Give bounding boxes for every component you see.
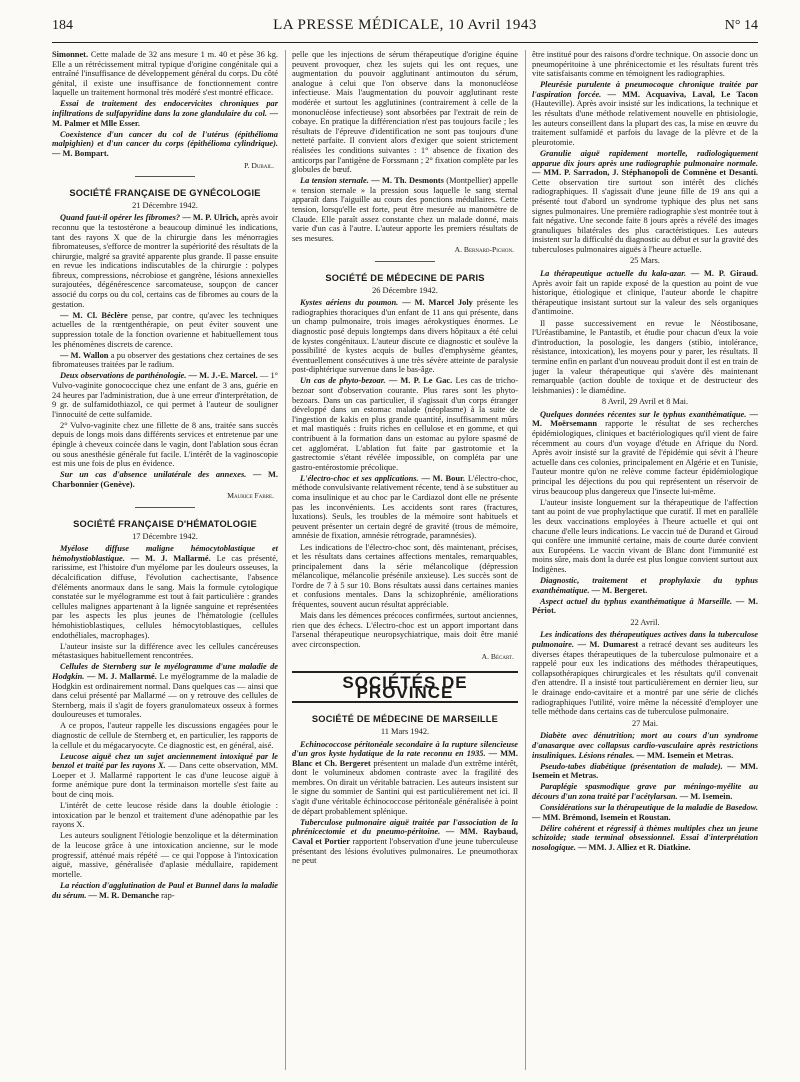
column-2 [292, 50, 518, 1070]
communication: Paraplégie spasmodique grave par méningo-myélite au décours d'un zona traité par l'acétylarsan. — M. Isemein. [532, 782, 758, 801]
communication: Les indications des thérapeutiques actives dans la tuberculose pulmonaire. — M. Dumarest a retracé devant ses auditeurs les diverses étapes thérapeutiques de la tuberculose pulmonaire et a rappelé pour eux les indications des méthodes thérapeutiques, collapsothérapiques chirurgicales et les résultats qu'il convenait d'en attendre. Il a insisté tout particulièrement en dernier lieu, sur le drainage endo-cavitaire et a montré par une série de clichés radiographiques l'utilité, voire même la nécessité d'employer une telle méthode dans certains cas de tuberculose pulmonaire. [532, 630, 758, 717]
paragraph: Il passe successivement en revue le Néostibosane, l'Uréastibamine, le Pantastib, et étudie pour chacun d'eux la voie d'introduction, la posologie, les dangers (stibio, intolérance, résistance, intoxication), les moyens pour y parer, les résultats. Il termine enfin en parlant d'un nouveau produit dont il est en train de juger la valeur thérapeutique qui s'avère dès maintenant remarquable (action double de toxique et de destructeur des leishmanies) : le diamédine. [532, 318, 758, 395]
session-date: 25 Mars. [630, 256, 660, 266]
signature: A. Bécart. [481, 651, 514, 661]
paragraph: Les auteurs soulignent l'étiologie benzolique et la détermination de la leucose grâce à une intoxication ancienne, sur le mode progressif, atténué mais répété — ce qui l'oppose à l'intoxication aiguë, massive, généralisée d'aplasie médullaire, rapidement mortelle. [52, 831, 278, 879]
communication: Un cas de phyto-bezoar. — M. P. Le Gac. Les cas de tricho-bezoar sont d'observation courante. Plus rares sont les phyto-bezoars. Dans un cas particulier, il s'agissait d'un corps étranger développé dans un estomac malade (néoplasme) à la suite de l'ingestion de kakis en plus grande quantité, insuffisamment mûrs et mal mastiqués : fruits riches en cellulose et en gomme, et qui contribuent à la formation dans un estomac au pylore spasmé de cet agglomérat. L'ablation fut faite par gastrotomie et la gastrectomie s'étant révélée impossible, on compléta par une gastro-entérostomie précolique. [292, 376, 518, 472]
communication: Quelques données récentes sur le typhus exanthématique. — M. Moërsemann rapporte le résultat de ses recherches épidémiologiques, cliniques et bactériologiques qu'il vient de faire récemment au cours d'un voyage d'étude en Afrique du Nord. Après avoir insisté sur la gravité de l'épidémie qui sévit à l'heure actuelle dans ces colonies, principalement en Algérie et en Tunisie, l'auteur montre qu'on ne relève comme facteur épidémiologique principal les déjections du pou qui représentent un réservoir de virus beaucoup plus dangereux que l'insecte lui-même. [532, 409, 758, 496]
section-heading: SOCIÉTÉ FRANÇAISE D'HÉMATOLOGIE [73, 519, 257, 530]
paragraph: Simonnet. Cette malade de 32 ans mesure 1 m. 40 et pèse 36 kg. Elle a un rétrécissement mitral typique d'origine congénitale qui a entraîné l'insuffisance de développement général du corps. Du côté génital, il existe une insuffisance de fonctionnement contre laquelle un traitement hormonal très modéré s'est montré efficace. [52, 50, 278, 98]
major-section-banner: SOCIÉTÉS DE PROVINCE [292, 671, 518, 703]
communication: Tuberculose pulmonaire aiguë traitée par l'association de la phrénicectomie et du pneumo-péritoine. — MM. Raybaud, Caval et Portier rapportent l'observation d'une jeune tuberculeuse présentant des lésions évolutives pulmonaires. Le pneumothorax ne peut [292, 817, 518, 866]
communication: L'électro-choc et ses applications. — M. Bour. L'électro-choc, méthode convulsivante relativement récente, tend à se substituer au coma insulinique et au choc par le Cardiazol dont elle ne présente pas les inconvénients. Les accidents sont rares (fractures, luxations). Seuls, les troubles de la mémoire sont habituels et peuvent présenter un certain degré de gravité (trous de mémoire, amnésie de fixation, amnésie rétrograde, paramnésies). [292, 473, 518, 541]
separator [375, 261, 435, 262]
journal-title: LA PRESSE MÉDICALE, 10 Avril 1943 [273, 17, 537, 33]
communication: Essai de traitement des endocervicites chroniques par infiltrations de sulfapyridine dans la zone glandulaire du col. — M. Palmer et Mlle Esser. [52, 99, 278, 128]
communication: La tension sternale. — M. Th. Desmonts (Montpellier) appelle « tension sternale » la pression sous laquelle le sang sternal apparaît dans l'aiguille au cours des ponctions médullaires. Cette tension, lorsqu'elle est forte, peut être mesurée au manomètre de Claude. Elle paraît assez constante chez un malade donné, mais varie d'un cas à l'autre. L'auteur apporte les premiers résultats de ses mesures. [292, 176, 518, 243]
session-date: 11 Mars 1942. [380, 726, 430, 736]
communication: Deux observations de parthénologie. — M. J.-E. Marcel. — 1° Vulvo-vaginite gonococcique chez une enfant de 3 ans, guérie en 24 heures par l'administration, due à une erreur d'interprétation, de 9 gr. de sulfamidothiazol, ce qui permet à l'auteur de souligner l'innocuité de cette sulfamide. [52, 371, 278, 419]
section-heading: SOCIÉTÉ FRANÇAISE DE GYNÉCOLOGIE [69, 188, 261, 199]
paragraph: Mais dans les démences précoces confirmées, surtout anciennes, rien que des échecs. L'électro-choc est un apport important dans l'arsenal thérapeutique neuropsychiatrique, mais doit être manié avec circonspection. [292, 611, 518, 649]
communication: Considérations sur la thérapeutique de la maladie de Basedow. — MM. Brémond, Isemein et Roustan. [532, 803, 758, 822]
communication: Diagnostic, traitement et prophylaxie du typhus exanthématique. — M. Bergeret. [532, 575, 758, 595]
communication: Myélose diffuse maligne hémocytoblastique et hémohystioblastique. — M. J. Mallarmé. Le cas présenté, rarissime, est l'histoire d'un myélome par les douleurs osseuses, la décalcification diffuse, l'évolution cachectisante, l'absence d'éléments anormaux dans le sang. Mais la formule cytologique constatée sur le myélogramme est tout à fait particulière : grandes cellules malignes appartenant à la lignée sanguine et représentées par les aspects les plus jeunes de l'hématologie (cellules hémohistioblastiques, cellules hémocytoblastiques, cellules endothéliales, macrophages). [52, 544, 278, 640]
paragraph: 2° Vulvo-vaginite chez une fillette de 8 ans, traitée sans succès depuis de longs mois dans différents services et entretenue par une épingle à cheveux coincée dans le vagin, dont l'ablation sous écran ou sous anesthésie générale fut facile. L'intérêt de la vaginoscopie est mis une fois de plus en évidence. [52, 420, 278, 469]
session-date: 17 Décembre 1942. [132, 531, 198, 541]
issue-number: N° 14 [724, 18, 758, 33]
communication: Délire cohérent et régressif à thèmes multiples chez un jeune schizoïde; stade terminal obsessionnel. Essai d'interprétation nosologique. — MM. J. Alliez et R. Diatkine. [532, 823, 758, 852]
paragraph: Les indications de l'électro-choc sont, dès maintenant, précises, et les résultats dans certaines affections mentales, remarquables, principalement dans la série mélancolique (dépression mélancolique, mélancolie présénile anxieuse). Les succès sont de l'ordre de 7 à 5 sur 10. Bons résultats aussi dans certaines manies et confusions mentales. Dans la schizophrénie, améliorations fréquentes, souvent aucun résultat appréciable. [292, 542, 518, 610]
communication: Quand faut-il opérer les fibromes? — M. P. Ulrich, après avoir reconnu que la testostérone a beaucoup diminué les indications, tant des rayons X que de la chirurgie dans les ménorragies fibromateuses, s'efforce de montrer la supériorité des résultats de la chirurgie, malgré sa gravité apparente plus grande. Il passe ensuite en revue les indications indiscutables de la chirurgie : polypes fibreux, compressions, nécrobiose et gangrène, lésions annexielles surajoutées, dégénérescence sarcomateuse, soupçon de cancer associé du corps ou du col, certains cas de fibromes au cours de la gestation. [52, 213, 278, 309]
communication: Kystes aériens du poumon. — M. Marcel Joly présente les radiographies thoraciques d'un enfant de 11 ans qui présente, dans un champ pulmonaire, trois images aérokystiques énormes. Le diagnostic posé depuis longtemps dans divers hôpitaux a été celui de kystes congénitaux. L'auteur discute ce diagnostic et soulève la possibilité de kystes acquis de bulles d'emphysème géantes, éventuellement consécutives à une très sévère atteinte de paralysie post-diphtérique survenue dans le bas-âge. [292, 298, 518, 375]
paragraph: pelle que les injections de sérum thérapeutique d'origine équine peuvent provoquer, chez les sujets qui les ont reçues, une augmentation du pouvoir agglutinant antimouton du sérum, analogue à celui que l'on observe dans la mononucléose infectieuse. Mais l'augmentation du pouvoir agglutinant reste modérée et surtout les agglutinines (contrairement à celle de la mononucléose infectieuse) sont absorbées par l'extrait de rein de cobaye. En pratique la différenciation n'est pas toujours facile ; les résultats de l'épreuve d'identification ne sont pas toujours d'une netteté parfaite. Il convient alors d'exiger que soient strictement réalisées les conditions suivantes : 1° absence de fixation des anticorps par l'antigène de Forssmann ; 2° fixation complète par les globules de bœuf. [292, 50, 518, 175]
paragraph: A ce propos, l'auteur rappelle les discussions engagées pour le diagnostic de cellule de Sternberg et, en particulier, les rapports de la cellule et du mégacaryocyte. Ce diagnostic est, en général, aisé. [52, 721, 278, 750]
signature: P. Dubail. [244, 160, 274, 170]
page-number: 184 [52, 18, 73, 33]
communication: Coexistence d'un cancer du col de l'utérus (épithélioma malpighien) et d'un cancer du corps (épithélioma cylindrique). — M. Bompart. [52, 129, 278, 158]
session-date: 22 Avril. [630, 617, 660, 627]
paragraph: être institué pour des raisons d'ordre technique. On associe donc un pneumopéritoine à une phrénicectomie et les résultats furent très vite satisfaisants comme en témoignent les radiographies. [532, 50, 758, 79]
column-3 [532, 50, 758, 1070]
session-date: 27 Mai. [631, 718, 659, 728]
communication: Aspect actuel du typhus exanthématique à Marseille. — M. Périot. [532, 596, 758, 616]
paragraph: L'auteur insiste longuement sur la thérapeutique de l'affection tant au point de vue prophylactique que curatif. Il met en parallèle les deux vaccinations employées à l'heure actuelle et qui ont chacune d'elle leurs indications. Le vaccin tué de Durand et Giroud qui confère une immunité certaine, mais de courte durée convient aux Européens. Le vaccin vivant de Blanc dont l'immunité est moins sûre, mais dont la durée est plus longue convient surtout aux Indigènes. [532, 497, 758, 574]
session-date: 21 Décembre 1942. [132, 200, 198, 210]
session-date: 8 Avril, 29 Avril et 8 Mai. [601, 397, 689, 407]
article-columns [52, 50, 758, 1070]
column-1 [52, 50, 278, 1070]
communication: Diabète avec dénutrition; mort au cours d'un syndrome d'anasarque avec collapsus cardio-vasculaire après restrictions insuliniques. Lésions rénales. — MM. Isemein et Metras. [532, 731, 758, 760]
paragraph: L'intérêt de cette leucose réside dans la double étiologie : intoxication par le benzol et traitement d'une adénopathie par les rayons X. [52, 801, 278, 830]
communication: Leucose aiguë chez un sujet anciennement intoxiqué par le benzol et traité par les rayons X. — Dans cette observation, MM. Loeper et J. Mallarmé rapportent le cas d'une leucose aiguë à forme anémique pure dont la terminaison mortelle s'est faite au bout de cinq mois. [52, 751, 278, 800]
communication: Pleurésie purulente à pneumocoque chronique traitée par l'aspiration forcée. — MM. Acquaviva, Laval, Le Tacon (Hauteville). Après avoir insisté sur les indications, la technique et les résultats d'une méthode relativement nouvelle en phtisiologie, les auteurs conseillent dans la plupart des cas, la mise en œuvre du traitement sulfamidé et parfois du lavage de la plèvre et de la pleurotomie. [532, 80, 758, 147]
communication: La thérapeutique actuelle du kala-azar. — M. P. Giraud. Après avoir fait un rapide exposé de la question au point de vue historique, étiologique et clinique, l'auteur aborde le chapitre thérapeutique insistant surtout sur la valeur des sels organiques d'antimoine. [532, 269, 758, 317]
paragraph: L'auteur insiste sur la différence avec les cellules cancéreuses métastasiques habituellement rencontrées. [52, 641, 278, 661]
communication: Cellules de Sternberg sur le myélogramme d'une maladie de Hodgkin. — M. J. Mallarmé. Le myélogramme de la maladie de Hodgkin est ordinairement normal. Dans quelques cas — ainsi que dans celui présenté par Mallarmé — on y retrouve des cellules de Sternberg, mais il s'agit de foyers granulomateux osseux à formes douloureuses et tumorales. [52, 662, 278, 720]
paragraph: — M. Cl. Béclère pense, par contre, qu'avec les techniques actuelles de la rœntgenthérapie, on peut éviter souvent une suppression totale de la fonction ovarienne et habituellement tous les phénomènes discrets de carence. [52, 310, 278, 349]
communication: Sur un cas d'absence unilatérale des annexes. — M. Charbonnier (Genève). [52, 470, 278, 489]
session-date: 26 Décembre 1942. [372, 285, 438, 295]
communication: Pseudo-tabes diabétique (présentation de malade). — MM. Isemein et Metras. [532, 761, 758, 781]
communication: Granulie aiguë rapidement mortelle, radiologiquement apparue dix jours après une radiographie pulmonaire normale. — MM. P. Sarradon, J. Stéphanopoli de Comnène et Desanti. Cette observation tire surtout son intérêt des clichés radiographiques. Il s'agissait d'une jeune fille de 19 ans qui a présenté tout d'abord un syndrome typhique des plus net sans signes pulmonaires. Une première radiographie s'est montrée tout à fait négative. Une seconde faite 8 jours après a révélé des images granuliques bilatérales des plus caractéristiques. Les auteurs insistent sur la difficulté du diagnostic au début et sur la gravité des tuberculoses pulmonaires aiguës à l'heure actuelle. [532, 148, 758, 254]
separator [135, 507, 195, 508]
communication: La réaction d'agglutination de Paul et Bunnel dans la maladie du sérum. — M. R. Demanche rap- [52, 880, 278, 900]
communication: Echinococcose péritonéale secondaire à la rupture silencieuse d'un gros kyste hydatique de la rate reconnu en 1935. — MM. Blanc et Ch. Bergeret présentent un malade d'un extrême intérêt, dont le volumineux abdomen contraste avec la fragilité des membres. On dirait un véritable batracien. Les auteurs insistent sur le signe du sommier de Santini qui est particulièrement net ici. Il s'agit d'une véritable échinococcose péritonéale généralisée à point de départ probablement splénique. [292, 739, 518, 816]
section-heading: SOCIÉTÉ DE MÉDECINE DE PARIS [325, 272, 485, 283]
section-heading: SOCIÉTÉ DE MÉDECINE DE MARSEILLE [311, 714, 499, 725]
column-divider [525, 50, 526, 1070]
page-header [52, 16, 758, 43]
column-divider [285, 50, 286, 1070]
signature: Maurice Fabre. [227, 491, 274, 501]
separator [135, 176, 195, 177]
paragraph: — M. Wallon a pu observer des gestations chez certaines de ses fibromateuses traitées par le radium. [52, 350, 278, 370]
signature: A. Bernard-Pichon. [454, 245, 514, 255]
